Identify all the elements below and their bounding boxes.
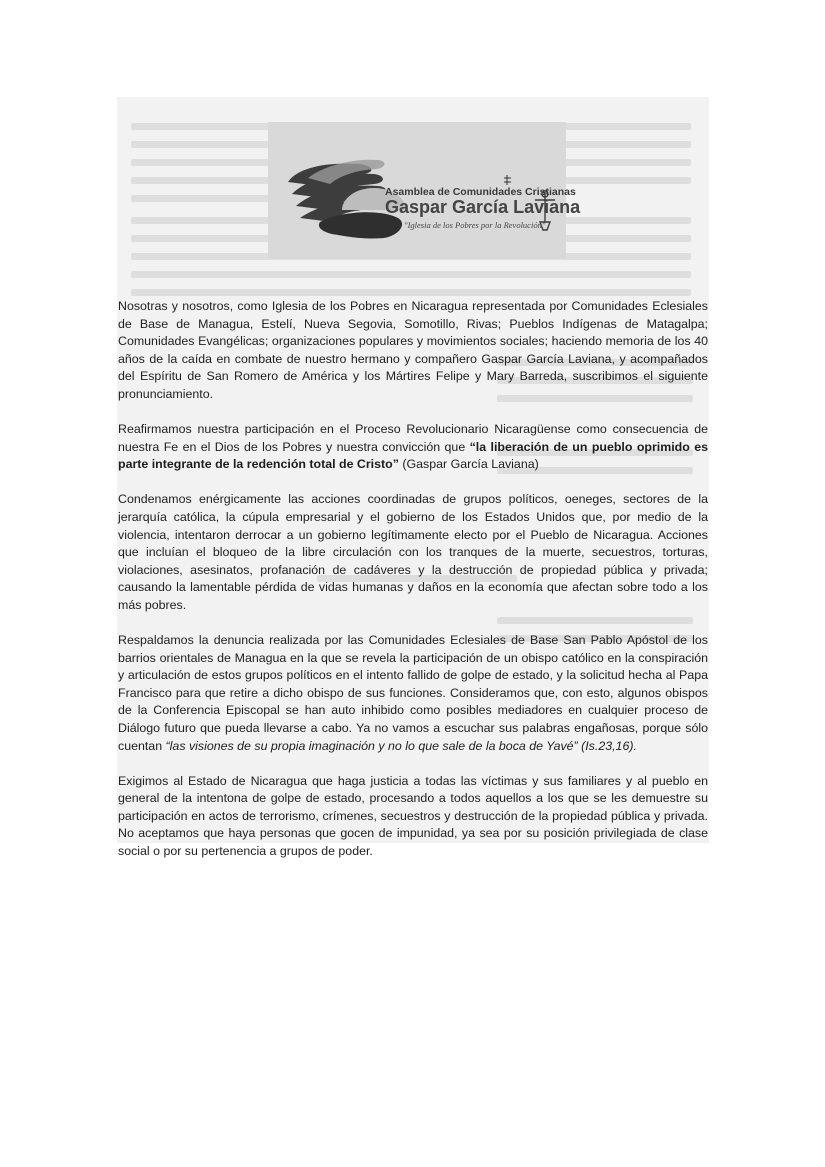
paragraph-1: Nosotras y nosotros, como Iglesia de los Pobres en Nicaragua representada por Comunidades Eclesiales de Base de Managua, Estelí, Nueva Segovia, Somotillo, Rivas; Pueblos Indígenas de Matagalpa; Comunidades Evangélicas; organizaciones populares y movimientos sociales; haciendo memoria de los 40 años de la caída en combate de nuestro hermano y compañero Gaspar García Laviana, y acompañados del Espíritu de San Romero de América y los Mártires Felipe y Mary Barreda, suscribimos el siguiente pronunciamiento. xyxy=(118,299,708,401)
paragraph-4 xyxy=(118,632,708,755)
paragraph-2-quote: “la liberación de un pueblo oprimido es parte integrante de la redención total de Cristo” xyxy=(118,439,708,472)
logo-title-line1: Asamblea de Comunidades Cristianas xyxy=(385,186,576,198)
statement-body xyxy=(118,298,708,878)
paragraph-2-attribution: (Gaspar García Laviana) xyxy=(398,457,539,472)
paragraph-5: Exigimos al Estado de Nicaragua que haga justicia a todas las víctimas y sus familiares y al pueblo en general de la intentona de golpe de estado, procesando a todos aquellos a los que se les demuestre su participación en actos de terrorismo, crímenes, secuestros y destrucción de la propiedad pública y privada. No aceptamos que haya personas que gocen de impunidad, ya sea por su posición privilegiada de clase social o por su pertenencia a grupos de poder. xyxy=(118,773,708,859)
paragraph-4-quote: “las visiones de su propia imaginación y no lo que sale de la boca de Yavé” (Is.23,16). xyxy=(165,738,637,753)
paragraph-3: Condenamos enérgicamente las acciones coordinadas de grupos políticos, oeneges, sectores de la jerarquía católica, la cúpula empresarial y el gobierno de los Estados Unidos que, por medio de la violencia, intentaron derrocar a un gobierno legítimamente electo por el Pueblo de Nicaragua. Acciones que incluían el bloqueo de la libre circulación con los tranques de la muerte, secuestros, torturas, violaciones, asesinatos, profanación de cadáveres y la destrucción de propiedad pública y privada; causando la lamentable pérdida de vidas humanas y daños en la economía que afectan sobre todo a los más pobres. xyxy=(118,492,708,612)
paragraph-2-intro: Reafirmamos nuestra participación en el Proceso Revolucionario Nicaragüense como consecuencia de nuestra Fe en el Dios de los Pobres y nuestra convicción que xyxy=(118,422,708,454)
logo-tagline: "Iglesia de los Pobres por la Revolución" xyxy=(404,220,546,230)
logo-title-line2: Gaspar García Laviana xyxy=(385,197,581,217)
paragraph-2 xyxy=(118,421,708,474)
paragraph-4-intro: Respaldamos la denuncia realizada por las Comunidades Eclesiales de Base San Pablo Apóstol de los barrios orientales de Managua en la que se revela la participación de un obispo católico en la conspiración y articulación de estos grupos políticos en el intento fallido de golpe de estado, y la solicitud hecha al Papa Francisco para que retire a dicho obispo de sus funciones. Consideramos que, con esto, algunos obispos de la Conferencia Episcopal se han auto inhibido como posibles mediadores en cualquier proceso de Diálogo futuro que pueda llevarse a cabo. Ya no vamos a escuchar sus palabras engañosas, porque sólo cuentan xyxy=(118,633,708,753)
organization-logo xyxy=(268,122,581,259)
